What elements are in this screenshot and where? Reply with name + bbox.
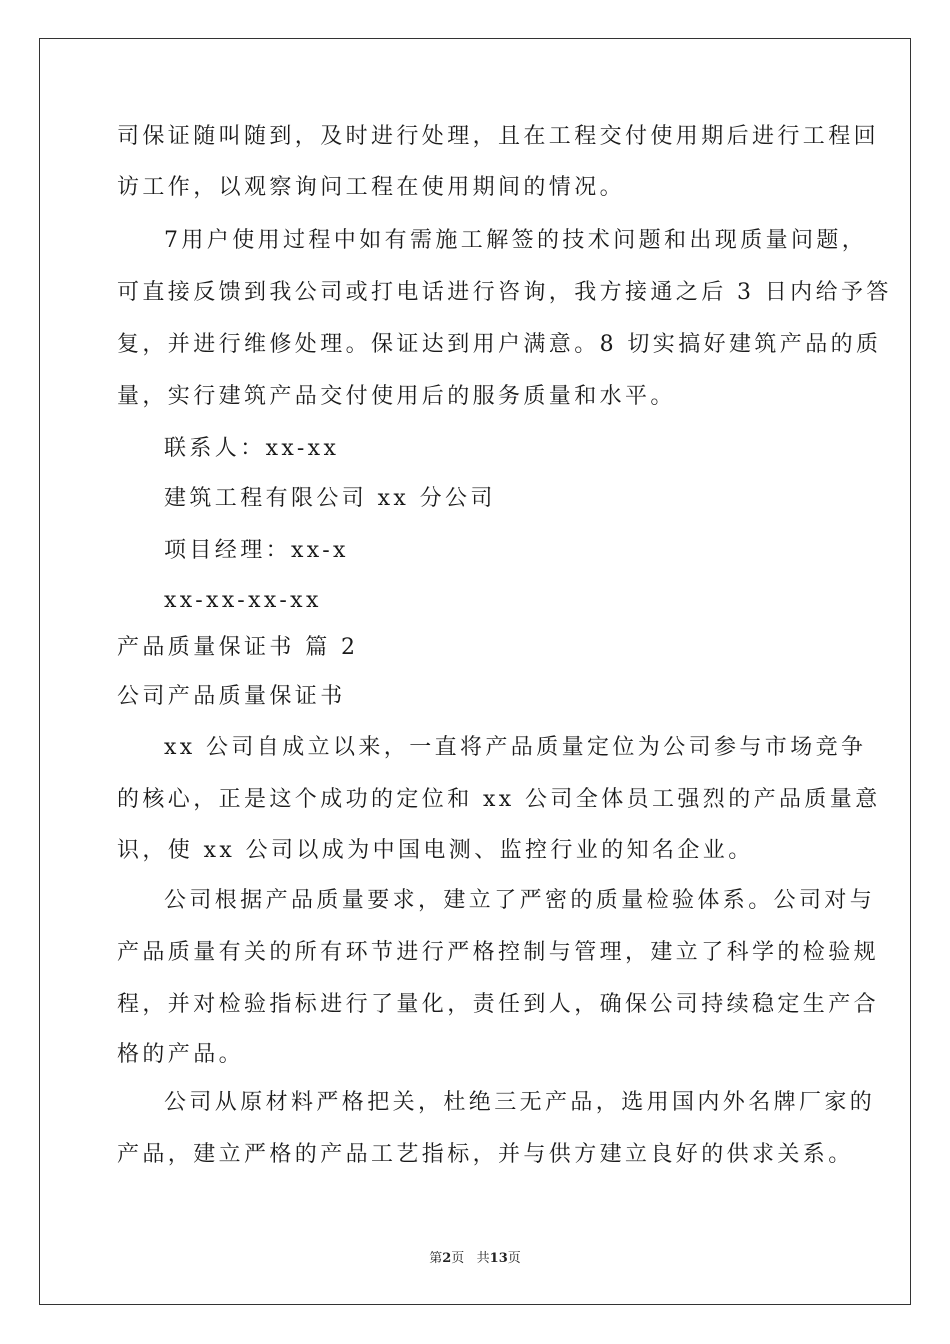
total-pages-number: 13 xyxy=(489,1251,508,1266)
paragraph-line: 的核心，正是这个成功的定位和 xx 公司全体员工强烈的产品质量意 xyxy=(117,787,881,812)
paragraph-line: 公司从原材料严格把关，杜绝三无产品，选用国内外名牌厂家的 xyxy=(164,1090,876,1115)
paragraph-line: 可直接反馈到我公司或打电话进行咨询，我方接通之后 3 日内给予答 xyxy=(117,280,892,305)
footer-prefix: 第 xyxy=(429,1251,443,1266)
paragraph-line: 格的产品。 xyxy=(117,1042,245,1067)
paragraph-line: 访工作，以观察询问工程在使用期间的情况。 xyxy=(117,175,626,200)
paragraph-line: 程，并对检验指标进行了量化，责任到人，确保公司持续稳定生产合 xyxy=(117,992,880,1017)
footer-suffix: 页 xyxy=(507,1251,521,1266)
paragraph-line: 复，并进行维修处理。保证达到用户满意。8 切实搞好建筑产品的质 xyxy=(117,332,882,357)
paragraph-line: 产品质量有关的所有环节进行严格控制与管理，建立了科学的检验规 xyxy=(117,940,880,965)
company-line: 建筑工程有限公司 xx 分公司 xyxy=(164,486,496,511)
paragraph-line: 公司根据产品质量要求，建立了严密的质量检验体系。公司对与 xyxy=(164,888,876,913)
footer-middle: 页 共 xyxy=(451,1251,490,1266)
current-page-number: 2 xyxy=(442,1251,452,1266)
paragraph-line: 量，实行建筑产品交付使用后的服务质量和水平。 xyxy=(117,384,676,409)
paragraph-line: 司保证随叫随到，及时进行处理，且在工程交付使用期后进行工程回 xyxy=(117,124,880,149)
paragraph-line: xx 公司自成立以来，一直将产品质量定位为公司参与市场竞争 xyxy=(164,735,867,760)
date-line: xx-xx-xx-xx xyxy=(164,588,322,613)
section-heading: 产品质量保证书 篇 2 xyxy=(117,635,359,660)
page-footer xyxy=(0,1247,950,1266)
section-subheading: 公司产品质量保证书 xyxy=(117,684,346,709)
manager-line: 项目经理：xx-x xyxy=(164,538,349,563)
paragraph-line: 产品，建立严格的产品工艺指标，并与供方建立良好的供求关系。 xyxy=(117,1142,854,1167)
contact-line: 联系人：xx-xx xyxy=(164,436,340,461)
paragraph-line: 7用户使用过程中如有需施工解签的技术问题和出现质量问题， xyxy=(164,228,868,253)
paragraph-line: 识，使 xx 公司以成为中国电测、监控行业的知名企业。 xyxy=(117,838,754,863)
